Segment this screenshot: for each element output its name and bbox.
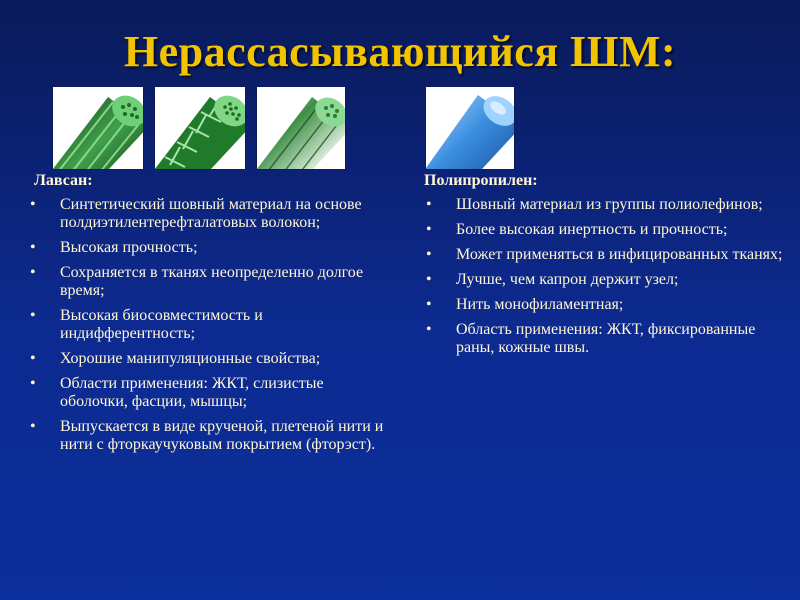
list-item: • Нить монофиламентная; bbox=[424, 296, 784, 314]
list-item: • Область применения: ЖКТ, фиксированные раны, кожные швы. bbox=[424, 321, 784, 357]
polypropylene-section bbox=[424, 172, 784, 364]
list-item: • Может применяться в инфицированных тканях; bbox=[424, 246, 784, 264]
list-item: • Высокая прочность; bbox=[28, 239, 388, 257]
slide-title: Нерассасывающийся ШМ: bbox=[123, 27, 677, 76]
list-item: • Синтетический шовный материал на основе полдиэтилентерефталатовых волокон; bbox=[28, 196, 388, 232]
twisted-green-suture-icon bbox=[52, 86, 144, 170]
list-item: • Выпускается в виде крученой, плетеной нити и нити с фторкаучуковым покрытием (фторэст). bbox=[28, 418, 388, 454]
lavsan-heading: Лавсан: bbox=[34, 172, 93, 189]
lavsan-section bbox=[28, 172, 388, 461]
list-item: • Хорошие манипуляционные свойства; bbox=[28, 350, 388, 368]
list-item: • Высокая биосовместимость и индифферентность; bbox=[28, 307, 388, 343]
polypropylene-heading: Полипропилен: bbox=[424, 172, 538, 189]
list-item: • Более высокая инертность и прочность; bbox=[424, 221, 784, 239]
blue-monofilament-suture-icon bbox=[425, 86, 515, 170]
list-item: • Лучше, чем капрон держит узел; bbox=[424, 271, 784, 289]
polypropylene-list bbox=[424, 196, 784, 357]
lavsan-list bbox=[28, 196, 388, 454]
braided-green-suture-icon bbox=[154, 86, 246, 170]
coated-green-suture-icon bbox=[256, 86, 346, 170]
list-item: • Шовный материал из группы полиолефинов; bbox=[424, 196, 784, 214]
list-item: • Области применения: ЖКТ, слизистые оболочки, фасции, мышцы; bbox=[28, 375, 388, 411]
list-item: • Сохраняется в тканях неопределенно долгое время; bbox=[28, 264, 388, 300]
